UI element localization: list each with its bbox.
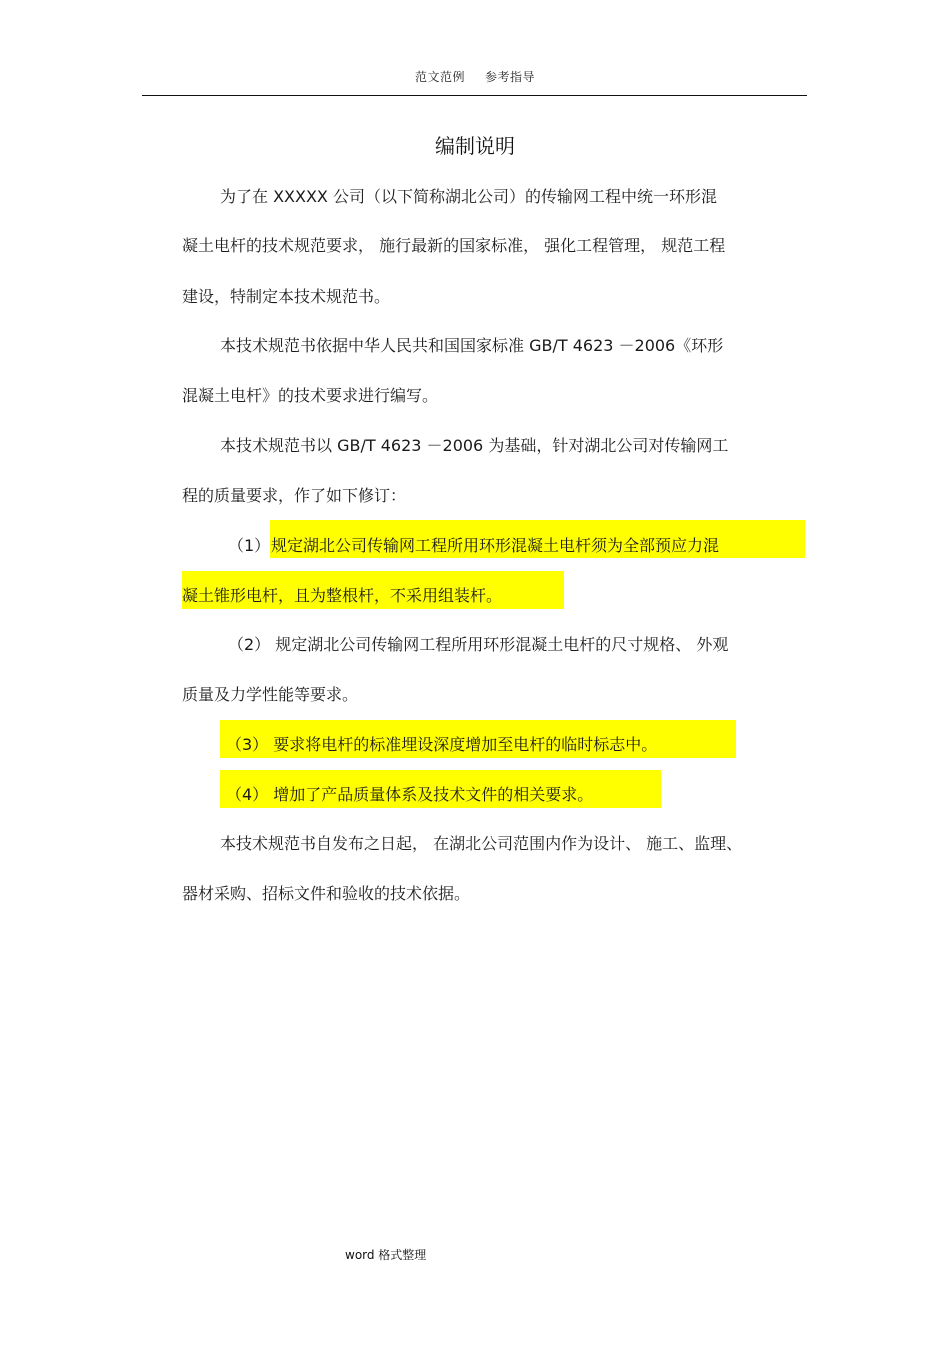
p2-line-2: 混凝土电杆》的技术要求进行编写。 xyxy=(182,386,439,405)
header-right-text: 参考指导 xyxy=(485,70,536,84)
p3-line-1: 本技术规范书以 GB/T 4623 －2006 为基础，针对湖北公司对传输网工 xyxy=(220,436,729,455)
p1-line-1: 为了在 XXXXX 公司（以下简称湖北公司）的传输网工程中统一环形混 xyxy=(220,187,717,206)
item2-line-1: （2） 规定湖北公司传输网工程所用环形混凝土电杆的尺寸规格、 外观 xyxy=(228,635,729,654)
page-title: 编制说明 xyxy=(435,134,515,158)
item2-line-2: 质量及力学性能等要求。 xyxy=(182,685,359,704)
item1-line-1: 规定湖北公司传输网工程所用环形混凝土电杆须为全部预应力混 xyxy=(271,536,720,555)
p1-line-3: 建设，特制定本技术规范书。 xyxy=(182,287,391,306)
p3-line-2: 程的质量要求，作了如下修订： xyxy=(182,486,407,505)
header-rule xyxy=(142,95,807,96)
p4-line-1: 本技术规范书自发布之日起， 在湖北公司范围内作为设计、 施工、监理、 xyxy=(220,834,743,853)
page-header xyxy=(0,68,950,85)
p4-line-2: 器材采购、招标文件和验收的技术依据。 xyxy=(182,884,471,903)
page-footer: word 格式整理 xyxy=(345,1248,427,1262)
p1-line-2: 凝土电杆的技术规范要求， 施行最新的国家标准， 强化工程管理， 规范工程 xyxy=(182,236,726,255)
item1-number: （1） xyxy=(228,536,271,555)
header-left-text: 范文范例 xyxy=(414,70,465,84)
p2-line-1: 本技术规范书依据中华人民共和国国家标准 GB/T 4623 －2006《环形 xyxy=(220,336,724,355)
item4-line-1: （4） 增加了产品质量体系及技术文件的相关要求。 xyxy=(226,785,594,804)
item1-line-2: 凝土锥形电杆，且为整根杆，不采用组装杆。 xyxy=(182,586,503,605)
item3-line-1: （3） 要求将电杆的标准埋设深度增加至电杆的临时标志中。 xyxy=(226,735,658,754)
